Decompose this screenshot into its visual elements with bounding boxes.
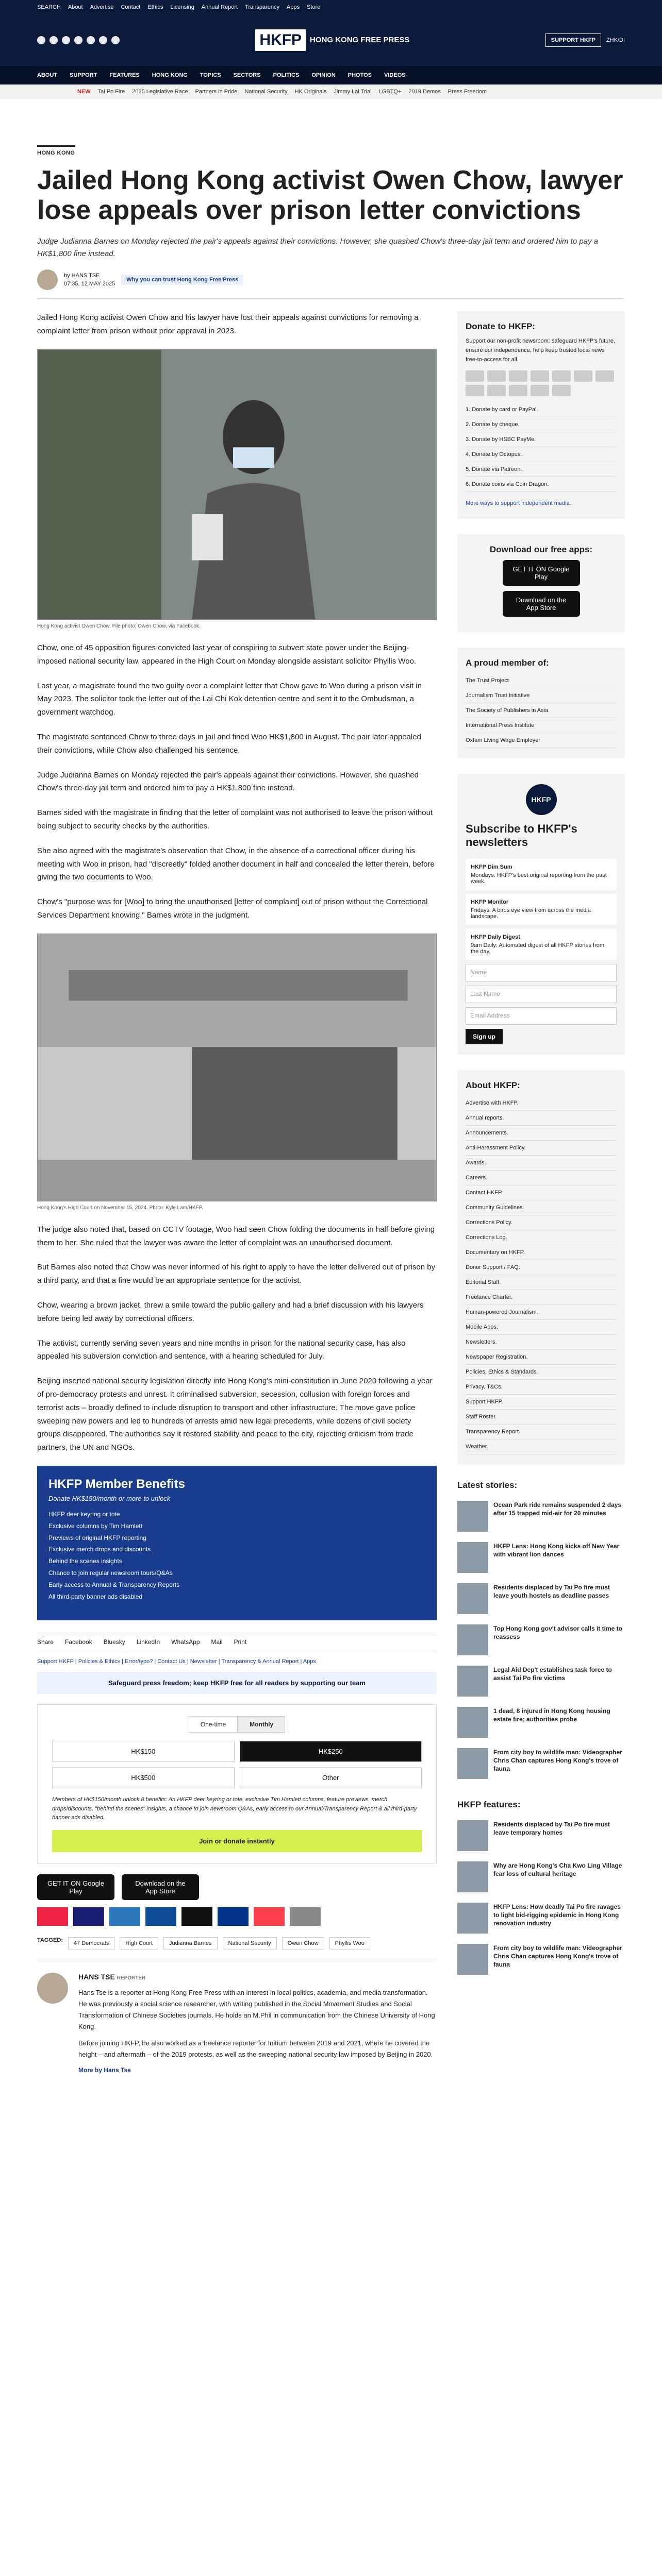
member-org[interactable]: International Press Institute — [466, 718, 617, 733]
benefit-item: HKFP deer keyring or tote — [48, 1510, 120, 1518]
story-thumbnail — [457, 1748, 488, 1779]
story-thumbnail — [457, 1944, 488, 1975]
story-item[interactable] — [457, 1537, 625, 1578]
benefit-item: Exclusive merch drops and discounts — [48, 1546, 151, 1553]
about-link[interactable]: Anti-Harassment Policy. — [466, 1141, 617, 1156]
story-thumbnail — [457, 1624, 488, 1655]
trending-link[interactable]: Jimmy Lai Trial — [334, 89, 372, 95]
payment-logos — [37, 1907, 437, 1926]
topbar-item[interactable]: Ethics — [147, 4, 163, 10]
about-link[interactable]: Newsletters. — [466, 1335, 617, 1350]
story-title[interactable]: Residents displaced by Tai Po fire must leave temporary homes — [493, 1820, 610, 1836]
share-bluesky[interactable]: Bluesky — [103, 1638, 125, 1646]
name-field[interactable]: Name — [466, 964, 617, 981]
story-title[interactable]: HKFP Lens: Hong Kong kicks off New Year with vibrant lion dances — [493, 1542, 620, 1558]
article-category[interactable]: HONG KONG — [37, 145, 75, 156]
threads-icon[interactable] — [87, 36, 95, 44]
tag[interactable]: 47 Democrats — [68, 1937, 114, 1950]
site-logo[interactable] — [255, 29, 409, 51]
tag[interactable]: Phyllis Woo — [329, 1937, 370, 1950]
google-play-badge[interactable]: GET IT ON Google Play — [503, 560, 580, 586]
tag[interactable]: High Court — [120, 1937, 158, 1950]
topbar-item[interactable]: Contact — [121, 4, 141, 10]
features-panel — [457, 1800, 625, 1980]
newsletter-option[interactable]: HKFP Monitor Fridays: A birds eye view from across the media landscape. — [466, 894, 617, 925]
story-thumbnail — [457, 1542, 488, 1573]
donate-method[interactable]: 1. Donate by card or PayPal. — [466, 402, 617, 417]
logo-mark: HKFP — [255, 29, 306, 51]
panel-title: Latest stories: — [457, 1480, 518, 1490]
publish-date: 07:35, 12 MAY 2025 — [64, 281, 115, 287]
benefit-item: Early access to Annual & Transparency Reports — [48, 1581, 180, 1588]
newsletter-title: Subscribe to HKFP's newsletters — [466, 822, 577, 849]
paragraph: Barnes sided with the magistrate in finding that the letter of complaint was not authorised to leave the prison without being subject to security checks by the authorities. — [37, 808, 433, 831]
donate-panel — [457, 311, 625, 518]
author-avatar[interactable] — [37, 269, 58, 290]
share-label: Share — [37, 1638, 54, 1646]
app-store-badge[interactable]: Download on the App Store — [122, 1874, 199, 1900]
topbar-item[interactable]: Licensing — [170, 4, 194, 10]
signup-button[interactable]: Sign up — [466, 1029, 503, 1044]
about-link[interactable]: Advertise with HKFP. — [466, 1096, 617, 1111]
member-panel — [457, 648, 625, 758]
nav-item[interactable]: PHOTOS — [347, 72, 372, 78]
panel-title: Download our free apps: — [489, 544, 593, 554]
about-link[interactable]: Newspaper Registration. — [466, 1350, 617, 1365]
hkfp-badge: HKFP — [526, 784, 557, 815]
paypal-icon — [218, 1907, 249, 1926]
site-header — [0, 14, 662, 66]
amount-option[interactable]: HK$250 — [240, 1741, 422, 1762]
benefit-item: Behind the scenes insights — [48, 1557, 122, 1565]
story-item[interactable] — [457, 1815, 625, 1856]
amount-option[interactable]: HK$500 — [52, 1767, 235, 1788]
main-navigation — [0, 66, 662, 84]
youtube-icon[interactable] — [74, 36, 82, 44]
tag-list — [37, 1937, 437, 1950]
donate-method[interactable]: 6. Donate coins via Coin Dragon. — [466, 477, 617, 492]
about-link[interactable]: Support HKFP. — [466, 1395, 617, 1410]
tag[interactable]: National Security — [223, 1937, 277, 1950]
facebook-icon[interactable] — [37, 36, 45, 44]
amount-option[interactable]: Other — [240, 1767, 422, 1788]
about-link[interactable]: Policies, Ethics & Standards. — [466, 1365, 617, 1380]
about-link[interactable]: Corrections Policy. — [466, 1215, 617, 1230]
nav-item[interactable]: SECTORS — [233, 72, 261, 78]
newsletter-panel — [457, 774, 625, 1055]
bluesky-icon[interactable] — [99, 36, 107, 44]
amex-icon — [109, 1907, 140, 1926]
nav-item[interactable]: FEATURES — [109, 72, 140, 78]
bio-name[interactable]: HANS TSE — [78, 1972, 115, 1981]
article-lede: Judge Judianna Barnes on Monday rejected the pair's appeals against their convictions. However, she quashed Chow's three-day jail term and ordered him to pay a HK$1,800 fine instead. — [37, 237, 599, 259]
trending-link[interactable]: 2025 Legislative Race — [132, 89, 188, 95]
story-item[interactable] — [457, 1743, 625, 1784]
topbar-item[interactable]: Transparency — [245, 4, 279, 10]
story-thumbnail — [457, 1861, 488, 1892]
one-time-toggle[interactable]: One-time — [189, 1716, 238, 1733]
story-title[interactable]: From city boy to wildlife man: Videographer Chris Chan captures Hong Kong's trove of fauna — [493, 1748, 622, 1772]
paragraph: Last year, a magistrate found the two guilty over a complaint letter that Chow gave to Woo during a prison visit in May 2023. The solicitor took the letter out of the Lai Chi Kok detention centre and sent it to the Ombudsman, a government watchdog. — [37, 681, 422, 717]
member-org[interactable]: Oxfam Living Wage Employer — [466, 733, 617, 748]
about-link[interactable]: Donor Support / FAQ. — [466, 1260, 617, 1275]
article-body — [37, 311, 437, 2074]
paragraph: She also agreed with the magistrate's observation that Chow, in the absence of a correctional officer during his meeting with Woo in prison, had "discreetly" folded another document in half and concealed the letter therein, before giving the two documents to Woo. — [37, 846, 435, 882]
about-link[interactable]: Documentary on HKFP. — [466, 1245, 617, 1260]
photo-caption: Hong Kong's High Court on November 15, 2024. Photo: Kyle Lam/HKFP. — [37, 1205, 203, 1211]
about-link[interactable]: Freelance Charter. — [466, 1290, 617, 1305]
nav-item[interactable]: POLITICS — [273, 72, 300, 78]
about-link[interactable]: Careers. — [466, 1171, 617, 1185]
high-court-photo — [37, 934, 437, 1201]
language-switch[interactable]: ZHK/DI — [606, 37, 625, 43]
story-title[interactable]: Residents displaced by Tai Po fire must leave youth hostels as deadline passes — [493, 1583, 610, 1599]
story-title[interactable]: 1 dead, 8 injured in Hong Kong housing estate fire; authorities probe — [493, 1707, 610, 1723]
owen-chow-photo — [37, 349, 437, 620]
tag[interactable]: Judianna Barnes — [163, 1937, 218, 1950]
about-link[interactable]: Annual reports. — [466, 1111, 617, 1126]
donate-method[interactable]: 2. Donate by cheque. — [466, 417, 617, 432]
author-avatar[interactable] — [37, 1973, 68, 2004]
story-title[interactable]: From city boy to wildlife man: Videographer Chris Chan captures Hong Kong's trove of fauna — [493, 1944, 622, 1968]
article-title: Jailed Hong Kong activist Owen Chow, lawyer lose appeals over prison letter convictions — [37, 165, 623, 226]
story-title[interactable]: Ocean Park ride remains suspended 2 days after 15 trapped mid-air for 20 minutes — [493, 1501, 622, 1517]
support-button[interactable]: SUPPORT HKFP — [545, 33, 601, 47]
story-item[interactable] — [457, 1856, 625, 1897]
story-thumbnail — [457, 1501, 488, 1532]
content-wrapper — [37, 99, 625, 2576]
benefit-item: Exclusive columns by Tim Hamlett — [48, 1522, 143, 1530]
newsletter-option[interactable]: HKFP Daily Digest 9am Daily: Automated digest of all HKFP stories from the day. — [466, 929, 617, 960]
new-badge: NEW — [77, 89, 91, 95]
bio-role: REPORTER — [117, 1975, 146, 1981]
photo-caption: Hong Kong activist Owen Chow. File photo: Owen Chow, via Facebook. — [37, 623, 201, 630]
about-link[interactable]: Community Guidelines. — [466, 1200, 617, 1215]
benefit-item: Chance to join regular newsroom tours/Q&As — [48, 1569, 173, 1577]
donate-method[interactable]: 5. Donate via Patreon. — [466, 462, 617, 477]
amount-option[interactable]: HK$150 — [52, 1741, 235, 1762]
paragraph: Judge Judianna Barnes on Monday rejected the pair's appeals against their convictions. However, she quashed Chow's three-day jail term and ordered him to pay a HK$1,800 fine instead. — [37, 770, 419, 793]
instagram-icon[interactable] — [62, 36, 70, 44]
story-title[interactable]: Why are Hong Kong's Cha Kwo Ling Village fear loss of cultural heritage — [493, 1861, 622, 1877]
paragraph: Chow's "purpose was for [Woo] to bring the unauthorised [letter of complaint] out of prison without the Correctional Services Department knowing," Barnes wrote in the judgment. — [37, 897, 428, 920]
patreon-icon — [254, 1907, 285, 1926]
nav-item[interactable]: OPINION — [311, 72, 336, 78]
about-link[interactable]: Corrections Log. — [466, 1230, 617, 1245]
paragraph: The magistrate sentenced Chow to three days in jail and fined Woo HK$1,800 in August. The pair later appealed their convictions, while Chow also challenged his sentence. — [37, 733, 421, 755]
latest-panel — [457, 1480, 625, 1784]
donate-method[interactable]: 3. Donate by HSBC PayMe. — [466, 432, 617, 447]
share-linkedin[interactable]: LinkedIn — [136, 1638, 160, 1646]
story-thumbnail — [457, 1666, 488, 1697]
trending-link[interactable]: Tai Po Fire — [97, 89, 125, 95]
nav-item[interactable]: TOPICS — [200, 72, 221, 78]
donation-form — [37, 1704, 437, 1864]
tags-label: TAGGED: — [37, 1937, 63, 1943]
logo-text: HONG KONG FREE PRESS — [310, 36, 410, 45]
paragraph: Jailed Hong Kong activist Owen Chow and his lawyer have lost their appeals against convictions for removing a complaint letter from prison without prior approval in 2023. — [37, 313, 419, 336]
share-print[interactable]: Print — [234, 1638, 247, 1646]
benefit-item: Previews of original HKFP reporting — [48, 1534, 146, 1541]
trending-link[interactable]: National Security — [244, 89, 288, 95]
about-link[interactable]: Privacy, T&Cs. — [466, 1380, 617, 1395]
more-by-link[interactable]: More by Hans Tse — [78, 2066, 131, 2074]
join-donate-button[interactable]: Join or donate instantly — [52, 1830, 422, 1852]
nav-item[interactable]: ABOUT — [37, 72, 58, 78]
paragraph: The activist, currently serving seven years and nine months in prison for the national security case, has also appealed his subversion conviction and sentence, with a hearing scheduled for July. — [37, 1338, 406, 1361]
benefit-item: All third-party banner ads disabled — [48, 1592, 143, 1600]
donation-note: Members of HK$150/month unlock 8 benefits: An HKFP deer keyring or tote, exclusive Tim Hamlett columns, feature previews, merch drops/discounts, "behind the scenes" insights, a chance to join newsroom Q&As, early access to our Annual/Transparency Report & all third-party banner ads disabled. — [52, 1796, 417, 1821]
topbar-item[interactable]: Advertise — [90, 4, 114, 10]
story-title[interactable]: Top Hong Kong gov't advisor calls it time to reassess — [493, 1624, 622, 1640]
apple-pay-icon — [181, 1907, 212, 1926]
story-item[interactable] — [457, 1702, 625, 1743]
paragraph: The judge also noted that, based on CCTV footage, Woo had seen Chow folding the documents in half before giving them to her. She ruled that the lawyer was aware the letter of complaint was an unauthorised document. — [37, 1225, 435, 1247]
banner-title: HKFP Member Benefits — [48, 1477, 185, 1491]
paragraph: Chow, wearing a brown jacket, threw a smile toward the public gallery and had a brief discussion with his lawyers before being led away by correctional officers. — [37, 1301, 424, 1323]
paragraph: But Barnes also noted that Chow was never informed of his right to apply to have the letter delivered out of prison by a third party, and that a fine would be an appropriate sentence for the activist. — [37, 1263, 436, 1285]
author-bio — [37, 1961, 437, 2074]
member-org[interactable]: The Society of Publishers in Asia — [466, 703, 617, 718]
story-title[interactable]: HKFP Lens: How deadly Tai Po fire ravages to light bid-rigging epidemic in Hong Kong renovation industry — [493, 1903, 621, 1927]
author-name[interactable]: by HANS TSE — [64, 272, 100, 279]
member-org[interactable]: Journalism Trust Initiative — [466, 688, 617, 703]
about-link[interactable]: Staff Roster. — [466, 1410, 617, 1425]
top-utility-bar — [0, 0, 662, 14]
trending-link[interactable]: Press Freedom — [448, 89, 487, 95]
bio-text: Hans Tse is a reporter at Hong Kong Free Press with an interest in local politics, academia, and media transformation. He was previously a social science researcher, with writing published in the Social Movement Studies and Social Transformation of Chinese Societies journals. He holds an M.Phil in communication from the Chinese University of Hong Kong. — [78, 1988, 435, 2031]
trust-link[interactable]: Why you can trust Hong Kong Free Press — [121, 275, 243, 285]
about-link[interactable]: Transparency Report. — [466, 1425, 617, 1439]
story-item[interactable] — [457, 1578, 625, 1619]
mastercard-icon — [37, 1907, 68, 1926]
payment-icons — [466, 370, 617, 396]
member-org[interactable]: The Trust Project — [466, 673, 617, 688]
bio-text: Before joining HKFP, he also worked as a freelance reporter for Initium between 2019 and 2021, where he covered the height – and aftermath – of the 2019 protests, as well as the sweeping national security law imposed by Beijing in 2020. — [78, 2039, 433, 2059]
story-item[interactable] — [457, 1897, 625, 1939]
story-thumbnail — [457, 1820, 488, 1851]
topbar-item[interactable]: Apps — [287, 4, 300, 10]
google-play-badge[interactable]: GET IT ON Google Play — [37, 1874, 114, 1900]
visa-icon — [73, 1907, 104, 1926]
x-icon[interactable] — [49, 36, 58, 44]
more-ways-link[interactable]: More ways to support independent media. — [466, 500, 571, 507]
topbar-item[interactable]: About — [68, 4, 83, 10]
story-thumbnail — [457, 1903, 488, 1934]
newsletter-option[interactable]: HKFP Dim Sum Mondays: HKFP's best original reporting from the past week. — [466, 859, 617, 890]
share-whatsapp[interactable]: WhatsApp — [171, 1638, 200, 1646]
panel-title: Donate to HKFP: — [466, 321, 536, 332]
trending-link[interactable]: LGBTQ+ — [378, 89, 402, 95]
story-title[interactable]: Legal Aid Dep't establishes task force to assist Tai Po fire victims — [493, 1666, 612, 1682]
about-link[interactable]: Awards. — [466, 1156, 617, 1171]
nav-item[interactable]: VIDEOS — [384, 72, 406, 78]
jcb-icon — [145, 1907, 176, 1926]
nav-item[interactable]: HONG KONG — [152, 72, 188, 78]
panel-title: HKFP features: — [457, 1799, 521, 1809]
share-facebook[interactable]: Facebook — [65, 1638, 92, 1646]
article-footer-links[interactable]: Support HKFP | Policies & Ethics | Error/typo? | Contact Us | Newsletter | Transparency & Annual Report | Apps — [37, 1658, 316, 1665]
trending-link[interactable]: 2019 Demos — [408, 89, 441, 95]
about-link[interactable]: Contact HKFP. — [466, 1185, 617, 1200]
telegram-icon[interactable] — [111, 36, 120, 44]
safeguard-banner: Safeguard press freedom; keep HKFP free for all readers by supporting our team — [37, 1672, 437, 1694]
donate-method[interactable]: 4. Donate by Octopus. — [466, 447, 617, 462]
trending-link[interactable]: HK Originals — [294, 89, 327, 95]
about-link[interactable]: Editorial Staff. — [466, 1275, 617, 1290]
tag[interactable]: Owen Chow — [282, 1937, 324, 1950]
nav-item[interactable]: SUPPORT — [70, 72, 97, 78]
topbar-item[interactable]: Store — [307, 4, 321, 10]
story-thumbnail — [457, 1583, 488, 1614]
paragraph: Chow, one of 45 opposition figures convicted last year of conspiring to subvert state power under the Beijing-imposed national security law, appeared in the High Court on Monday alongside assistant solicitor Phyllis Woo. — [37, 643, 417, 666]
about-link[interactable]: Announcements. — [466, 1126, 617, 1141]
member-benefits-banner[interactable] — [37, 1466, 437, 1620]
share-mail[interactable]: Mail — [211, 1638, 223, 1646]
byline — [37, 269, 625, 299]
story-item[interactable] — [457, 1939, 625, 1980]
about-link[interactable]: Human-powered Journalism. — [466, 1305, 617, 1320]
about-panel — [457, 1070, 625, 1465]
story-item[interactable] — [457, 1660, 625, 1702]
app-badges — [37, 1874, 437, 1900]
story-item[interactable] — [457, 1619, 625, 1660]
app-store-badge[interactable]: Download on the App Store — [503, 591, 580, 617]
trending-bar — [0, 84, 662, 99]
donate-text: Support our non-profit newsroom: safeguard HKFP's future, ensure our independence, help keep trusted local news free-to-access for all. — [466, 338, 616, 363]
last-name-field[interactable]: Last Name — [466, 986, 617, 1003]
trending-link[interactable]: Partners in Pride — [195, 89, 238, 95]
email-field[interactable]: Email Address — [466, 1007, 617, 1025]
topbar-item[interactable]: Annual Report — [201, 4, 238, 10]
topbar-item[interactable]: SEARCH — [37, 4, 61, 10]
monthly-toggle[interactable]: Monthly — [238, 1716, 285, 1733]
share-bar — [37, 1633, 437, 1651]
about-link[interactable]: Weather. — [466, 1439, 617, 1454]
paragraph: Beijing inserted national security legislation directly into Hong Kong's mini-constitution in June 2020 following a year of pro-democracy protests and unrest. It criminalised subversion, secession, collusion with foreign forces and terrorist acts – broadly defined to include disruption to transport and other infrastructure. The move gave police sweeping new powers and led to hundreds of arrests amid new legal precedents, while dozens of civil society groups disappeared. The authorities say it restored stability and peace to the city, rejecting criticism from trade partners, the UN and NGOs. — [37, 1377, 433, 1452]
panel-title: About HKFP: — [466, 1080, 520, 1090]
google-pay-icon — [290, 1907, 321, 1926]
story-thumbnail — [457, 1707, 488, 1738]
social-icons — [37, 36, 120, 44]
banner-subtitle: Donate HK$150/month or more to unlock — [48, 1494, 171, 1502]
panel-title: A proud member of: — [466, 657, 549, 668]
about-link[interactable]: Mobile Apps. — [466, 1320, 617, 1335]
story-item[interactable] — [457, 1496, 625, 1537]
sidebar — [457, 311, 625, 2074]
apps-panel — [457, 534, 625, 632]
